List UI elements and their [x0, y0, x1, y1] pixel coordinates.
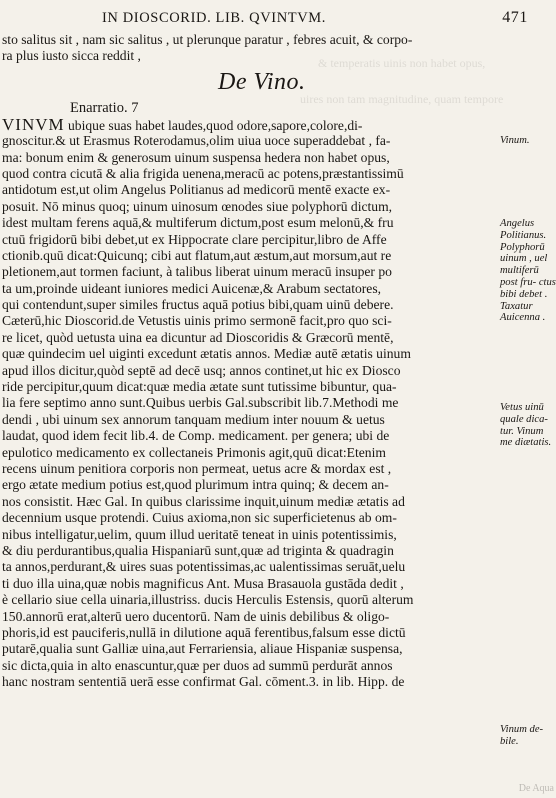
text-line: re licet, quòd uetusta uina ea dicuntur ad Dioscoridis & Græcorū mentē,	[2, 329, 394, 345]
bleed-through-text: & temperatis uinis non habet opus,	[318, 56, 486, 70]
text-line: sto salitus sit , nam sic salitus , ut plerunque paratur , febres acuit, & corpo-	[2, 32, 413, 47]
text-line: quæ quindecim uel uiginti excedunt ætatis annos. Mediæ autē ætatis uinum	[2, 346, 411, 362]
text-line: & diu perdurantibus,qualia Hispaniarū sunt,quæ ad triginta & quadragin	[2, 542, 394, 558]
text-line: lia fere septimo anno sunt.Quibus uerbis Gal.subscribit lib.7.Methodi me	[2, 395, 399, 411]
marginal-note: Vinum.	[500, 135, 530, 146]
text-line: recens uinum penitiora corporis non permeat, uetus acre & mordax est ,	[2, 460, 392, 476]
text-line: epulotico medicamento ex collectaneis Primonis agit,quū dicat:Etenim	[2, 444, 386, 460]
text-line: decennium usque protendi. Cuius axioma,non sic superficietenus ab om-	[2, 510, 397, 526]
text-line: ra plus iusto sicca reddit ,	[2, 48, 141, 64]
text-line: posuit. Nō minus quoq; uinum uinosum œnodes siue polyphorū dictum,	[2, 198, 393, 214]
text-line: ride percipitur,quum dicat:quæ media ætate sunt tutissime bibuntur, qua-	[2, 379, 397, 395]
text-line: 150.annorū erat,alterū uero ducentorū. Nam de uinis debilibus & oligo-	[2, 608, 390, 624]
text-line: apud illos dicitur,quòd septē ad decē usq; annos continet,ut hic ex Diosco	[2, 362, 401, 378]
text-line: è cellario siue cella uinaria,illustriss. ducis Herculis Estensis, quorū alterum	[2, 592, 414, 608]
initial-word: VINVM	[2, 116, 65, 134]
text-line: nibus intelligatur,uelim, quum illud ueritatē teneat in uinis potentissimis,	[2, 526, 397, 542]
text-line: sic dicta,quia in alto enascuntur,quæ per duos ad summū perdurāt annos	[2, 657, 393, 673]
text-line: ergo ætate medium potius est,quod plurimum intra quinq; & decem an-	[2, 477, 389, 493]
marginal-note: Vetus uinū quale dica- tur. Vinum me diætatis.	[500, 402, 552, 449]
marginal-note: Vinum de- bile.	[500, 724, 544, 747]
text-line: antidotum est,ut olim Angelus Politianus ad medicorū mentē exacte ex-	[2, 182, 391, 198]
text-line: hanc nostram sententiā uerā esse confirmat Gal. cōment.3. in lib. Hipp. de	[2, 674, 405, 690]
text-line: ctuū frigidorū bibi debet,ut ex Hippocrate clare percipitur,libro de Affe	[2, 231, 387, 247]
running-head-title: IN DIOSCORID. LIB. QVINTVM.	[102, 10, 327, 26]
text-line: qui contendunt,super similes fructus aquā potius bibi,quam uinū debere.	[2, 297, 394, 313]
text-line: ta annos,perdurant,& uires suas potentissimas,ac ualentissimas seruāt,uelu	[2, 559, 406, 575]
text-line: VINVM ubique suas habet laudes,quod odore,sapore,colore,di-	[2, 116, 363, 134]
enarratio-heading: Enarratio. 7	[70, 99, 139, 116]
text-line: laudat, quod idem fecit lib.4. de Comp. medicament. per genera; ubi de	[2, 428, 390, 444]
text-line: putarē,qualia sunt Galliæ uina,aut Ferrariensia, aliaue Hispaniæ suspensa,	[2, 641, 403, 657]
text-line: phoris,id est pauciferis,nullā in dilutione aquā ferentibus,falsum esse dictū	[2, 624, 406, 640]
text-line: idest multam ferens aquā,& multiferum dictum,post esum melonū,& fru	[2, 215, 394, 231]
text-line: Cæterū,hic Dioscorid.de Vetustis uinis primo sermonē facit,pro quo sci-	[2, 313, 392, 329]
page-number: 471	[502, 9, 528, 26]
text-line: quod contra cicutā & alia frigida uenena,meracū ac potens,præstantissimū	[2, 165, 404, 181]
section-title: De Vino.	[218, 68, 306, 95]
text-line: gnoscitur.& ut Erasmus Roterodamus,olim uiua uoce superaddebat , fa-	[2, 133, 391, 149]
running-head	[10, 8, 550, 28]
text-line: ta um,proinde uideant iuniores medici Auicenæ,& Arabum sectatores,	[2, 280, 382, 296]
text-line: ti duo illa uina,quæ nobis magnificus Ant. Musa Brasauola gustāda dedit ,	[2, 575, 404, 591]
bleed-through-text: uires non tam magnitudine, quam tempore	[300, 92, 504, 106]
bleed-through-text: De Aqua	[518, 783, 554, 794]
marginal-note: Angelus Politianus. Polyphorū uinum , uel multiferū post fru- ctus bibi debet . Taxatur Auicenna .	[500, 218, 556, 324]
text-line: pletionem,aut tormen faciunt, à talibus liberat uinum meracū insuper po	[2, 264, 392, 280]
text-line: ctionib.quū dicat:Quicunq; cibi aut flatum,aut æstum,aut morsum,aut re	[2, 247, 392, 263]
main-text	[2, 32, 497, 690]
text-line: ma: bonum enim & generosum uinum suspensa hedera non habet opus,	[2, 149, 390, 165]
text-line: dendi , ubi uinum sex annorum tanquam medium inter nouum & uetus	[2, 411, 385, 427]
text-line: nos consistit. Hæc Gal. In quibus clarissime inquit,uinum mediæ ætatis ad	[2, 493, 405, 509]
